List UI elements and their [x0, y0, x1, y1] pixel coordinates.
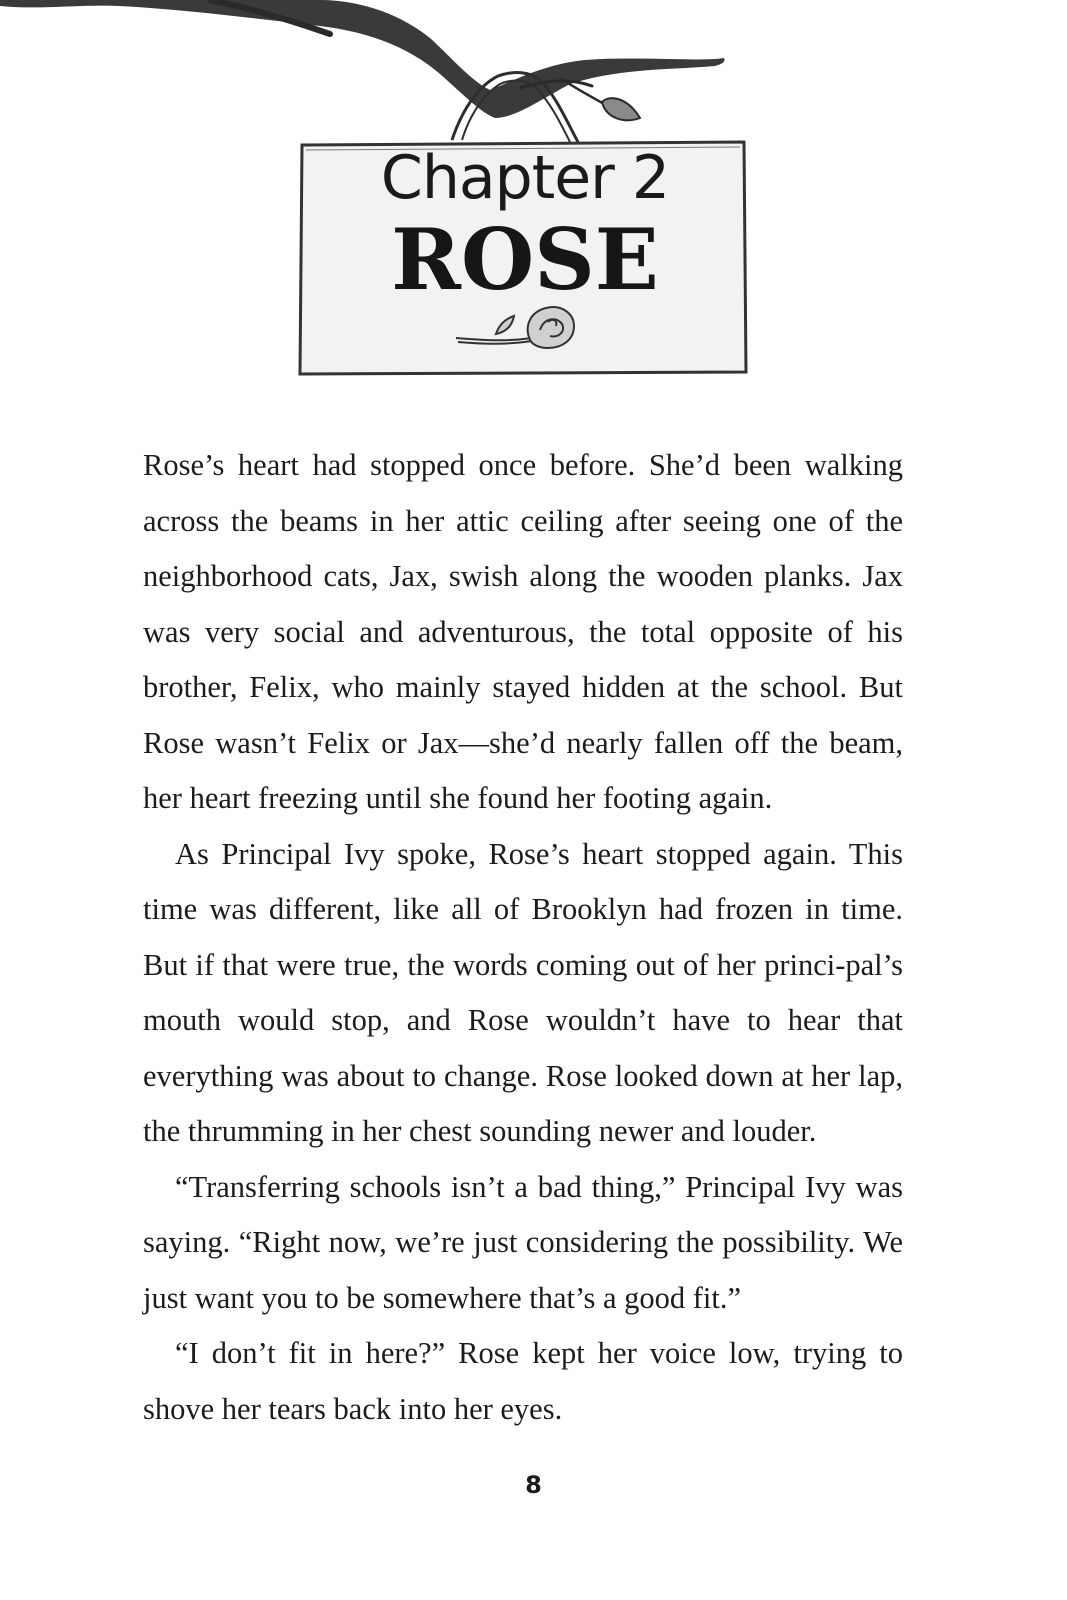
page-number: 8: [525, 1471, 542, 1499]
leaf-icon: [560, 78, 640, 120]
paragraph: “Transferring schools isn’t a bad thing,” Principal Ivy was saying. “Right now, we’re just considering the possibility. We just want you to be somewhere that’s a good fit.”: [143, 1169, 903, 1315]
chapter-title: ROSE: [391, 210, 659, 309]
chapter-body: [143, 438, 903, 1437]
paragraph: Rose’s heart had stopped once before. She’d been walking across the beams in her attic ceiling after seeing one of the neighborhood cats, Jax, swish along the wooden planks. Jax was very social and adventurous, the total opposite of his brother, Felix, who mainly stayed hidden at the school. But Rose wasn’t Felix or Jax—she’d nearly fallen off the beam, her heart freezing until she found her footing again.: [143, 448, 903, 815]
chapter-label: Chapter 2: [380, 143, 670, 213]
paragraph: As Principal Ivy spoke, Rose’s heart stopped again. This time was different, like all of Brooklyn had frozen in time. But if that were true, the words coming out of her princi-pal’s mouth would stop, and Rose wouldn’t have to hear that everything was about to change. Rose looked down at her lap, the thrumming in her chest sounding newer and louder.: [143, 836, 903, 1148]
paragraph: “I don’t fit in here?” Rose kept her voice low, trying to shove her tears back into her eyes.: [143, 1336, 903, 1426]
